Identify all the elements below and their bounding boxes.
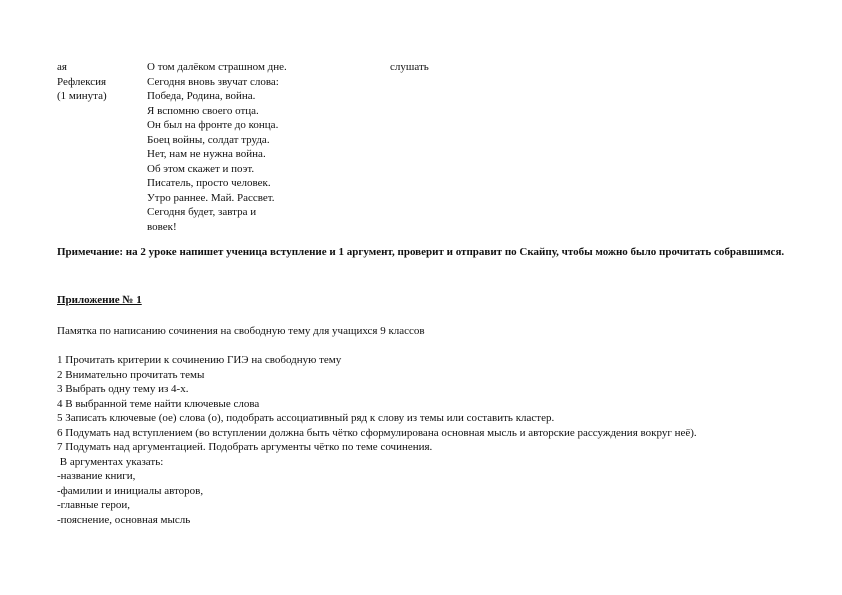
poem-line: Он был на фронте до конца.	[147, 119, 279, 131]
memo-step: 4 В выбранной теме найти ключевые слова	[57, 397, 260, 410]
memo-step: 1 Прочитать критерии к сочинению ГИЭ на свободную тему	[57, 354, 342, 366]
poem-line: Сегодня вновь звучат слова:	[147, 75, 279, 88]
poem-line: Я вспомню своего отца.	[147, 104, 259, 117]
memo-step: 2 Внимательно прочитать темы	[57, 368, 205, 381]
memo-step: -пояснение, основная мысль	[57, 513, 191, 526]
memo-step: 3 Выбрать одну тему из 4-х.	[57, 383, 189, 395]
stage-label-cell	[57, 60, 142, 104]
memo-step: 6 Подумать над вступлением (во вступлении должна быть чётко сформулирована основная мысль и авторские рассуждения вокруг неё).	[57, 426, 697, 439]
memo-title: Памятка по написанию сочинения на свободную тему для учащихся 9 классов	[57, 325, 425, 337]
poem-line: Победа, Родина, война.	[147, 90, 256, 102]
memo-step: В аргументах указать:	[57, 455, 164, 468]
poem-line: вовек!	[147, 220, 177, 233]
appendix-title: Приложение № 1	[57, 294, 142, 306]
memo-step: -название книги,	[57, 470, 136, 482]
memo-steps-list	[57, 353, 797, 527]
poem-line: Об этом скажет и поэт.	[147, 162, 255, 175]
memo-step: -главные герои,	[57, 499, 130, 511]
poem-line: Сегодня будет, завтра и	[147, 206, 257, 218]
stage-label-line: (1 минута)	[57, 90, 107, 102]
memo-step: 7 Подумать над аргументацией. Подобрать аргументы чётко по теме сочинения.	[57, 441, 433, 453]
poem-line: Утро раннее. Май. Рассвет.	[147, 191, 275, 204]
poem-line: Писатель, просто человек.	[147, 177, 271, 189]
memo-step: 5 Записать ключевые (ое) слова (о), подобрать ассоциативный ряд к слову из темы или составить кластер.	[57, 412, 555, 424]
poem-line: Нет, нам не нужна война.	[147, 148, 266, 160]
stage-label-line: ая	[57, 61, 67, 73]
poem-line: О том далёком страшном дне.	[147, 61, 287, 73]
stage-label-line: Рефлексия	[57, 75, 107, 88]
poem-cell	[147, 60, 387, 234]
memo-step: -фамилии и инициалы авторов,	[57, 484, 204, 497]
poem-line: Боец войны, солдат труда.	[147, 133, 270, 146]
student-action-cell	[390, 60, 510, 75]
teacher-note: Примечание: на 2 уроке напишет ученица вступление и 1 аргумент, проверит и отправит по Скайпу, чтобы можно было прочитать собравшимся.	[57, 246, 785, 258]
lesson-table-fragment	[57, 60, 757, 235]
student-action-text: слушать	[390, 61, 429, 73]
